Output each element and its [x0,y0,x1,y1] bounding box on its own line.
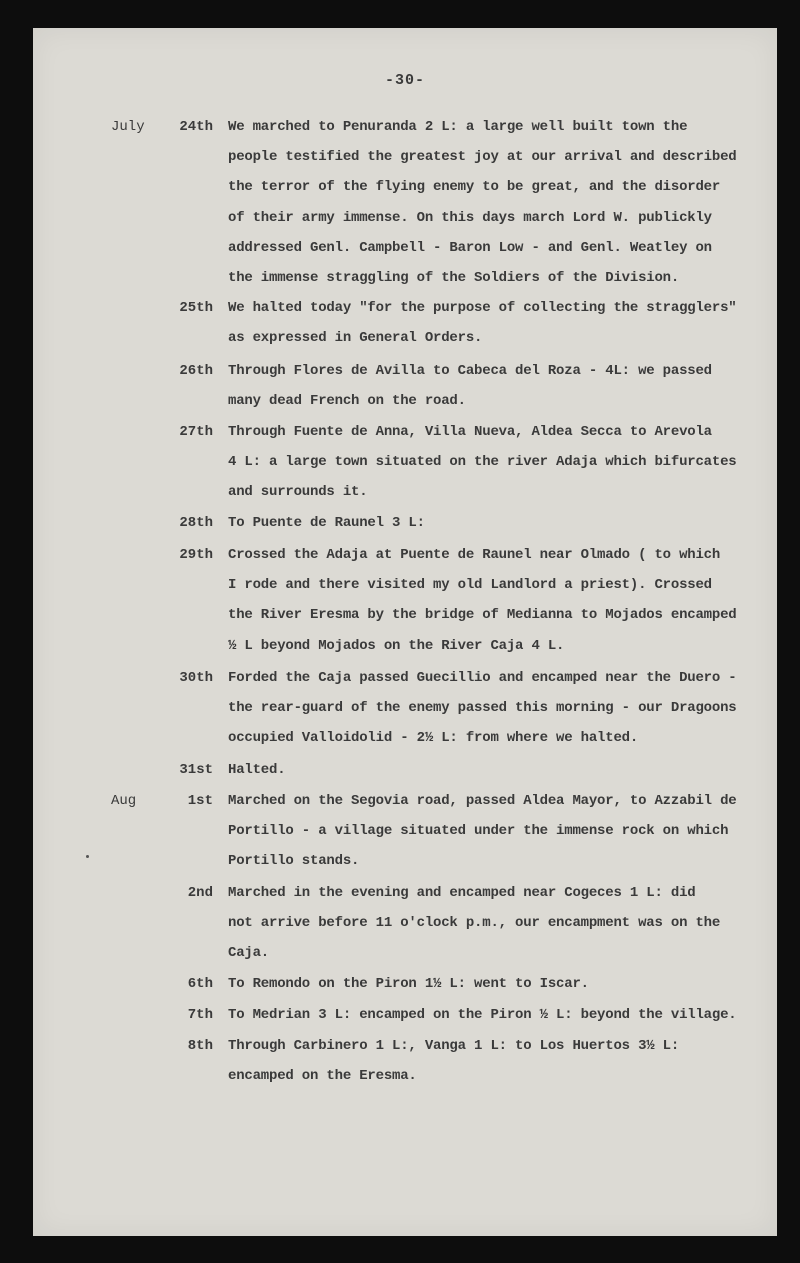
entry-day: 24th [179,119,213,135]
entry-text: Marched on the Segovia road, passed Aldea Mayor, to Azzabil de Portillo - a village situated under the immense rock on which Portillo stands. [228,793,737,870]
entry-day: 28th [179,515,213,531]
entry-text: Through Flores de Avilla to Cabeca del Roza - 4L: we passed many dead French on the road. [228,363,712,410]
entry-month: July [111,119,145,135]
entry-text: Through Carbinero 1 L:, Vanga 1 L: to Los Huertos 3½ L: encamped on the Eresma. [228,1038,680,1085]
entry-day: 2nd [187,885,213,901]
entry-day: 6th [187,976,213,992]
entry-day: 30th [179,670,213,686]
page-number: -30- [384,72,425,89]
entry-text: Forded the Caja passed Guecillio and encamped near the Duero - the rear-guard of the enemy passed this morning - our Dragoons occupied Valloidolid - 2½ L: from where we halted. [228,670,737,747]
entry-month: Aug [111,793,137,809]
entry-day: 31st [179,762,213,778]
entry-day: 8th [187,1038,213,1054]
document-page [33,28,777,1236]
entry-text: To Remondo on the Piron 1½ L: went to Iscar. [228,976,589,992]
entry-day: 7th [187,1007,213,1023]
entry-day: 26th [179,363,213,379]
paper-speck [86,855,89,858]
entry-text: We marched to Penuranda 2 L: a large well built town the people testified the greatest joy at our arrival and described the terror of the flying enemy to be great, and the disorder of their army immense. On this days march Lord W. publickly addressed Genl. Campbell - Baron Low - and Genl. Weatley on the immense straggling of the Soldiers of the Division. [228,119,737,287]
entry-day: 27th [179,424,213,440]
entry-day: 1st [187,793,213,809]
entry-text: Marched in the evening and encamped near Cogeces 1 L: did not arrive before 11 o'clock p.m., our encampment was on the Caja. [228,885,721,962]
entry-text: To Medrian 3 L: encamped on the Piron ½ L: beyond the village. [228,1007,737,1023]
entry-text: Crossed the Adaja at Puente de Raunel near Olmado ( to which I rode and there visited my old Landlord a priest). Crossed the River Eresma by the bridge of Medianna to Mojados encamped ½ L beyond Mojados on the River Caja 4 L. [228,547,737,654]
entry-text: To Puente de Raunel 3 L: [228,515,425,531]
entry-text: Halted. [228,762,286,778]
entry-text: We halted today "for the purpose of collecting the stragglers" as expressed in General Orders. [228,300,737,347]
entry-text: Through Fuente de Anna, Villa Nueva, Aldea Secca to Arevola 4 L: a large town situated on the river Adaja which bifurcates and surrounds it. [228,424,737,501]
entry-day: 25th [179,300,213,316]
entry-day: 29th [179,547,213,563]
